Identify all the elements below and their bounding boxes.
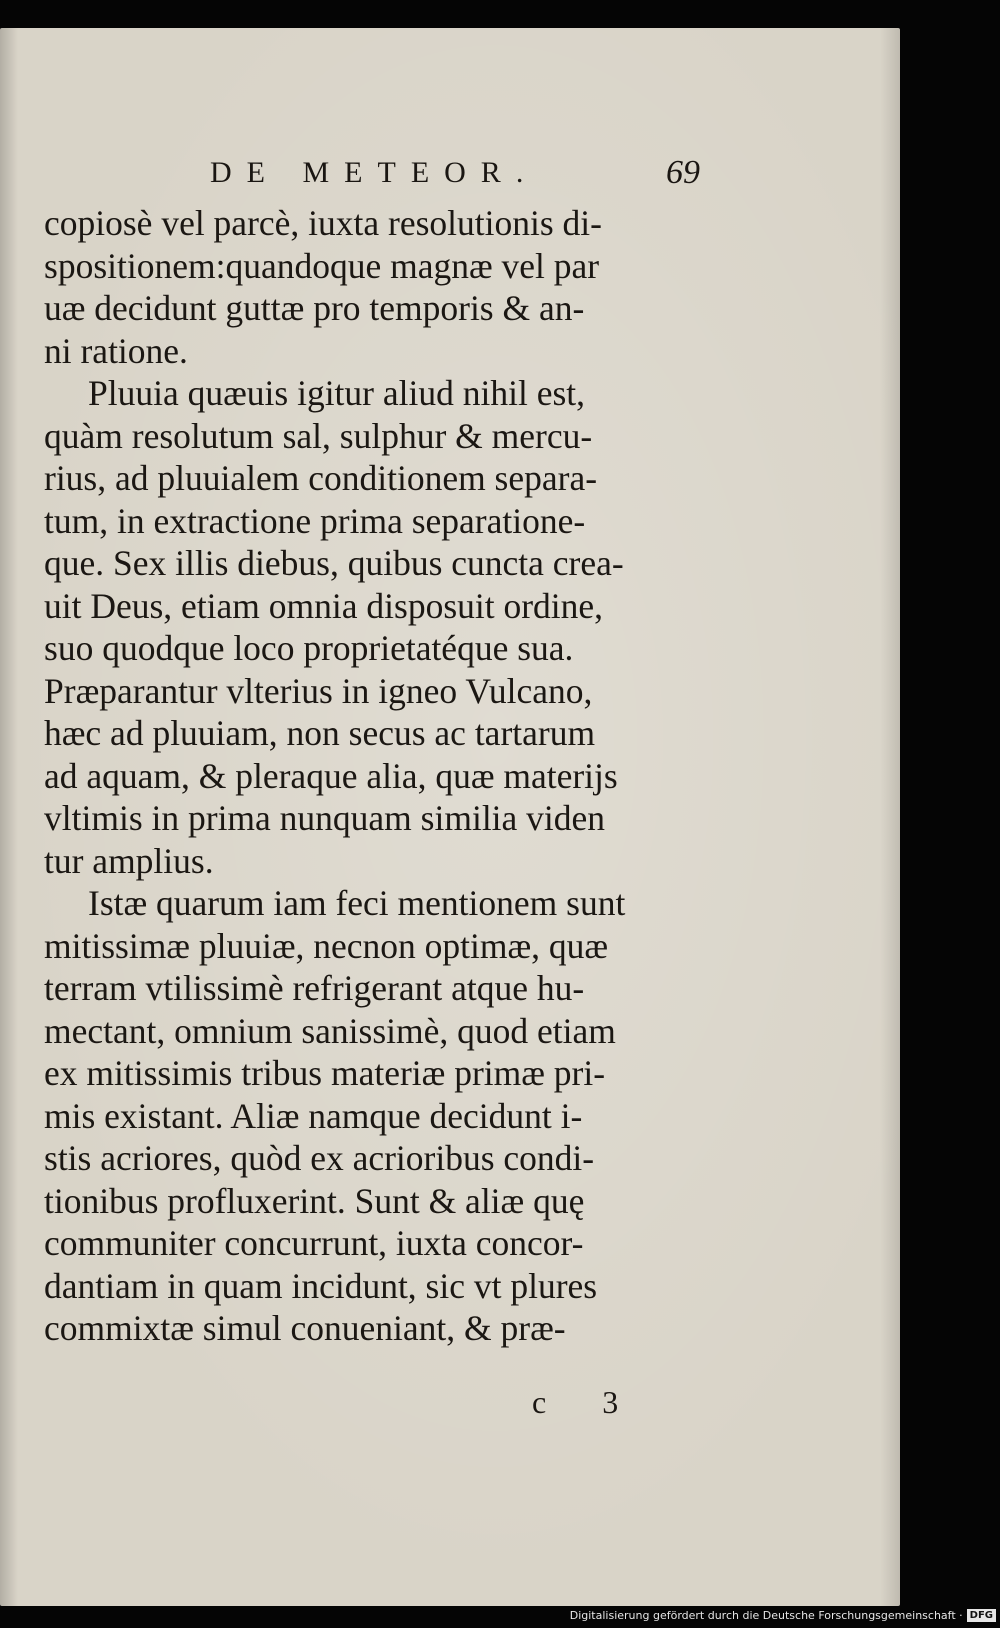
text-line: que. Sex illis diebus, quibus cuncta crea- (44, 543, 624, 583)
text-line: vltimis in prima nunquam similia viden (44, 798, 606, 838)
digitization-footer (570, 1606, 996, 1624)
text-line: quàm resolutum sal, sulphur & mercu- (44, 415, 593, 456)
book-page (0, 28, 900, 1606)
text-line: dantiam in quam incidunt, sic vt plures (44, 1265, 598, 1306)
text-line: uæ decidunt guttæ pro temporis & an- (44, 288, 585, 328)
text-line: stis acriores, quòd ex acrioribus condi- (44, 1138, 595, 1178)
text-line: mectant, omnium sanissimè, quod etiam (44, 1010, 616, 1051)
text-line: hæc ad pluuiam, non secus ac tartarum (44, 713, 596, 753)
text-line: ad aquam, & pleraque alia, quæ materijs (44, 755, 618, 796)
text-line: tionibus profluxerint. Sunt & aliæ quę (44, 1180, 585, 1221)
running-head: DE METEOR. (210, 156, 539, 189)
page-header (210, 156, 700, 200)
text-line: terram vtilissimè refrigerant atque hu- (44, 968, 585, 1008)
text-line: suo quodque loco proprietatéque sua. (44, 628, 574, 668)
paragraph-start-line: Pluuia quæuis igitur aliud nihil est, (88, 373, 585, 413)
text-line: communiter concurrunt, iuxta concor- (44, 1223, 584, 1263)
text-line: copiosè vel parcè, iuxta resolutionis di- (44, 203, 602, 243)
paragraph-start-line: Istæ quarum iam feci mentionem sunt (88, 883, 626, 923)
text-line: mis existant. Aliæ namque decidunt i- (44, 1095, 583, 1136)
text-line: rius, ad pluuialem conditionem separa- (44, 458, 598, 498)
text-line: ni ratione. (44, 330, 188, 371)
text-line: tum, in extractione prima separatione- (44, 500, 586, 541)
dfg-logo-icon: DFG (967, 1609, 996, 1622)
text-line: mitissimæ pluuiæ, necnon optimæ, quæ (44, 925, 609, 966)
signature-mark: c 3 (532, 1384, 643, 1420)
text-line: tur amplius. (44, 840, 214, 881)
text-line: uit Deus, etiam omnia disposuit ordine, (44, 585, 604, 626)
text-line: commixtæ simul conueniant, & præ- (44, 1308, 566, 1348)
text-line: ex mitissimis tribus materiæ primæ pri- (44, 1053, 606, 1093)
text-line: Præparantur vlterius in igneo Vulcano, (44, 670, 593, 711)
page-number: 69 (666, 154, 700, 191)
funding-credit: Digitalisierung gefördert durch die Deutsche Forschungsgemeinschaft · (569, 1608, 963, 1622)
text-line: spositionem:quandoque magnæ vel par (44, 245, 600, 286)
body-text (44, 202, 704, 1350)
